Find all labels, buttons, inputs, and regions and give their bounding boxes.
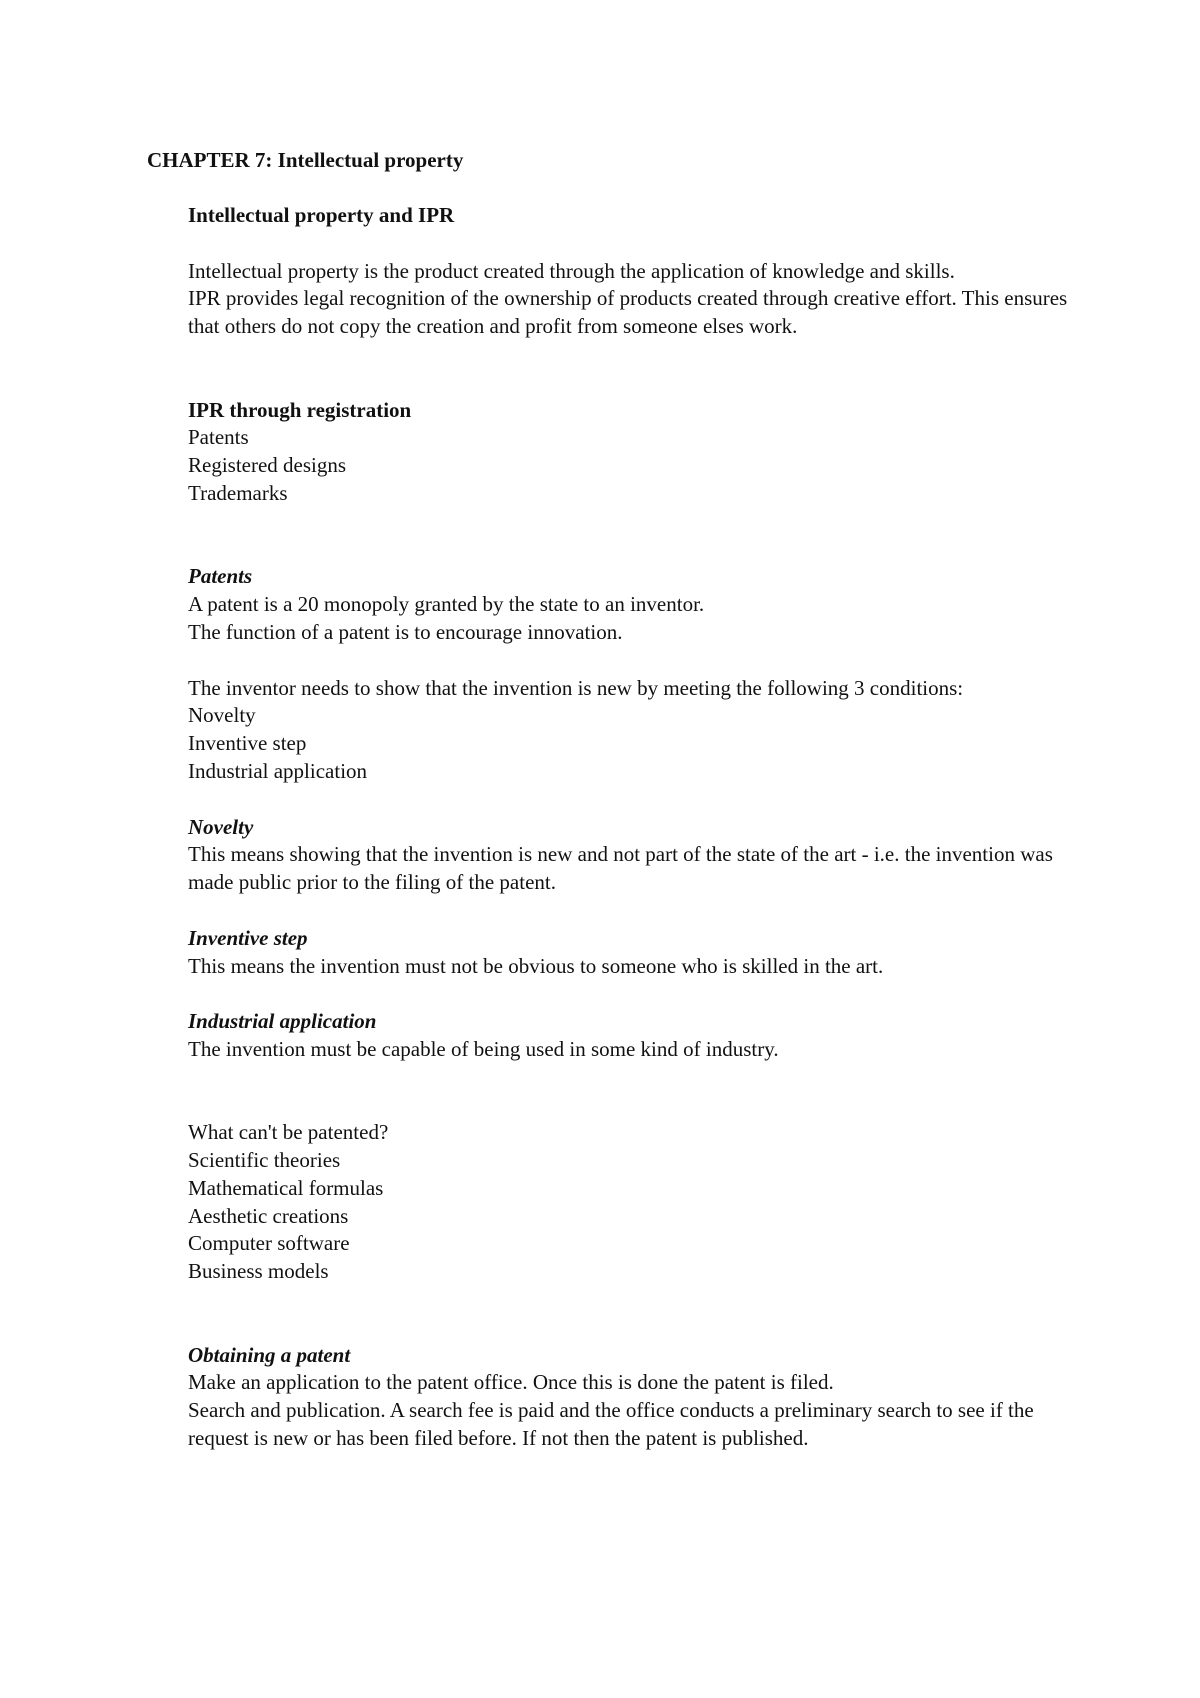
chapter-title: CHAPTER 7: Intellectual property — [147, 148, 464, 172]
document-body — [188, 202, 1068, 1453]
list-item-registration: Registered designs — [188, 453, 347, 478]
question-not-patentable: What can't be patented? — [188, 1120, 389, 1145]
list-item-not-patentable: Aesthetic creations — [188, 1203, 349, 1228]
list-item-registration: Trademarks — [188, 480, 288, 505]
list-item-not-patentable: Scientific theories — [188, 1148, 341, 1173]
paragraph-inventive-step: This means the invention must not be obvious to someone who is skilled in the art. — [188, 953, 884, 978]
section-heading-novelty: Novelty — [188, 814, 254, 839]
paragraph-obtaining-step1: Make an application to the patent office. Once this is done the patent is filed. — [188, 1370, 834, 1395]
paragraph-ip-definition: Intellectual property is the product created through the application of knowledge and skills. — [188, 258, 955, 283]
section-heading-industrial-application: Industrial application — [188, 1009, 377, 1034]
paragraph-patent-function: The function of a patent is to encourage innovation. — [188, 619, 623, 644]
section-heading-ipr: Intellectual property and IPR — [188, 203, 455, 227]
list-item-condition: Industrial application — [188, 758, 368, 783]
list-item-not-patentable: Computer software — [188, 1231, 350, 1256]
paragraph-ipr-definition: IPR provides legal recognition of the ownership of products created through creative effort. This ensures that others do not copy the creation and profit from someone elses work. — [188, 286, 1068, 339]
paragraph-industrial-application: The invention must be capable of being used in some kind of industry. — [188, 1036, 779, 1061]
section-heading-patents: Patents — [188, 564, 253, 589]
section-heading-inventive-step: Inventive step — [188, 925, 308, 950]
list-item-condition: Novelty — [188, 703, 256, 728]
list-item-not-patentable: Business models — [188, 1259, 329, 1284]
list-item-not-patentable: Mathematical formulas — [188, 1175, 384, 1200]
list-item-condition: Inventive step — [188, 731, 307, 756]
list-item-registration: Patents — [188, 425, 249, 450]
section-heading-obtaining: Obtaining a patent — [188, 1342, 351, 1367]
paragraph-conditions-intro: The inventor needs to show that the invention is new by meeting the following 3 conditions: — [188, 675, 964, 700]
paragraph-patent-definition: A patent is a 20 monopoly granted by the state to an inventor. — [188, 592, 705, 617]
section-heading-registration: IPR through registration — [188, 397, 412, 422]
paragraph-novelty: This means showing that the invention is new and not part of the state of the art - i.e. the invention was made public prior to the filing of the patent. — [188, 842, 1053, 895]
paragraph-obtaining-step2: Search and publication. A search fee is paid and the office conducts a preliminary search to see if the request is new or has been filed before. If not then the patent is published. — [188, 1398, 1034, 1451]
